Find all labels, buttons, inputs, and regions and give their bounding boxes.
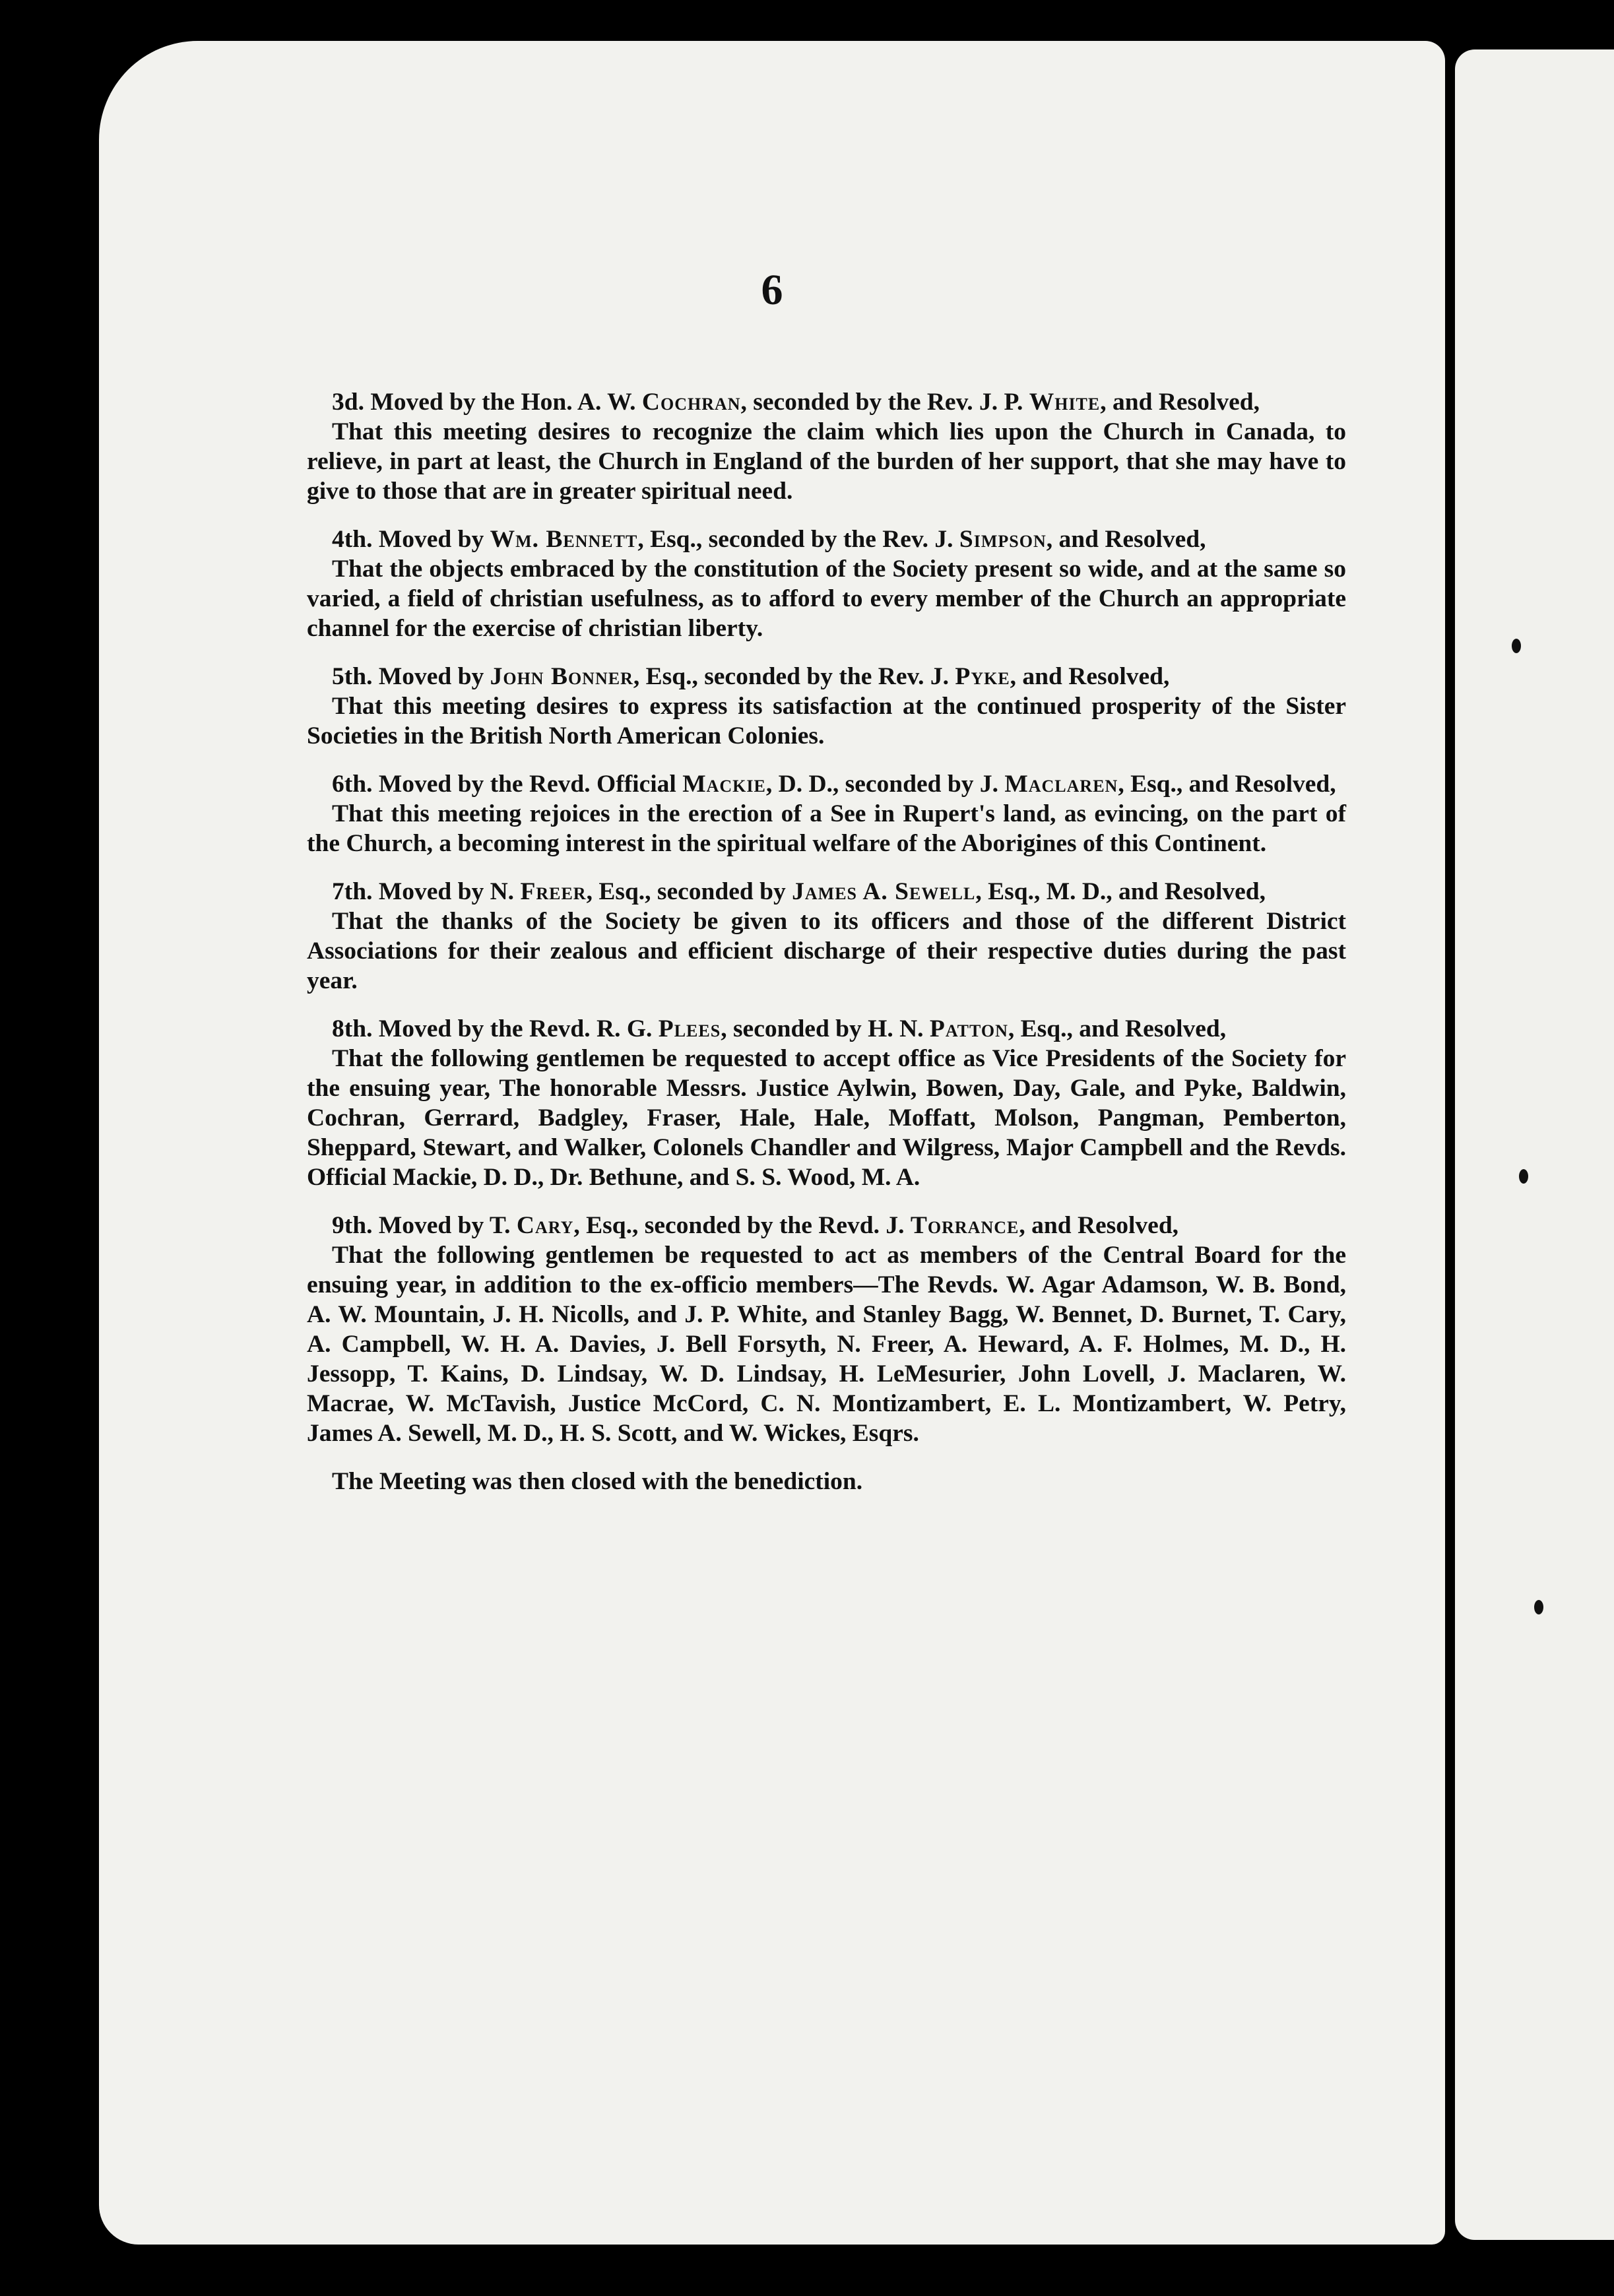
motion-mover-name: Wm. Bennett <box>490 526 638 553</box>
motion-ordinal: 3d. <box>332 389 364 416</box>
resolution <box>307 662 1346 751</box>
motion-seconder-name: White <box>1029 389 1101 416</box>
motion-seconder-name: Torrance <box>910 1212 1019 1239</box>
motion-mover-suffix: , seconded by H. N. <box>721 1015 924 1042</box>
resolution-text: That this meeting desires to recognize the claim which lies upon the Church in Canada, to relieve, in part at least, the Church in England of the burden of her support, that she may have to give to those that are in greater spiritual need. <box>307 418 1346 505</box>
motion-mover-suffix: , D. D., seconded by J. <box>765 771 998 798</box>
resolution <box>307 387 1346 506</box>
motion-ordinal: 7th. <box>332 878 373 905</box>
motion-seconder-name: Simpson <box>959 526 1047 553</box>
resolution-motion-line <box>307 525 1346 554</box>
ink-mark <box>1512 639 1521 653</box>
motion-mover-suffix: , Esq., seconded by the Rev. J. <box>633 663 950 690</box>
resolution-motion-line <box>307 769 1346 799</box>
closing-line: The Meeting was then closed with the benediction. <box>332 1468 863 1495</box>
motion-mover-name: Freer <box>520 878 587 905</box>
document-page <box>99 41 1445 2245</box>
adjacent-page-edge <box>1455 49 1614 2240</box>
motion-seconder-name: Maclaren <box>1004 771 1118 798</box>
motion-seconder-suffix: , Esq., M. D., and Resolved, <box>975 878 1266 905</box>
motion-mover-name: John Bonner <box>490 663 633 690</box>
motion-ordinal: 4th. <box>332 526 373 553</box>
resolution-motion-line <box>307 387 1346 417</box>
resolution-text: That the thanks of the Society be given to its officers and those of the different District Associations for their zealous and efficient discharge of their respective duties during the past year. <box>307 908 1346 994</box>
motion-moved-prefix: Moved by the Revd. R. G. <box>378 1015 653 1042</box>
motion-seconder-name: Pyke <box>955 663 1010 690</box>
motion-ordinal: 5th. <box>332 663 373 690</box>
resolution-list <box>307 387 1346 1448</box>
resolution-text: That the objects embraced by the constitution of the Society present so wide, and at the same so varied, a field of christian usefulness, as to afford to every member of the Church an appropriate channel for the exercise of christian liberty. <box>307 556 1346 642</box>
motion-seconder-suffix: , Esq., and Resolved, <box>1008 1015 1227 1042</box>
motion-seconder-suffix: , and Resolved, <box>1010 663 1170 690</box>
motion-mover-name: Plees <box>658 1015 721 1042</box>
motion-mover-suffix: , Esq., seconded by the Revd. J. <box>573 1212 905 1239</box>
resolution-motion-line <box>307 662 1346 691</box>
motion-seconder-suffix: , Esq., and Resolved, <box>1118 771 1336 798</box>
motion-mover-name: Mackie <box>682 771 766 798</box>
motion-moved-prefix: Moved by T. <box>378 1212 511 1239</box>
motion-ordinal: 8th. <box>332 1015 373 1042</box>
motion-ordinal: 9th. <box>332 1212 373 1239</box>
motion-seconder-suffix: , and Resolved, <box>1100 389 1260 416</box>
resolution-text: That the following gentlemen be requested to accept office as Vice Presidents of the Society for the ensuing year, The honorable Messrs. Justice Aylwin, Bowen, Day, Gale, and Pyke, Baldwin, Cochran, Gerrard, Badgley, Fraser, Hale, Hale, Moffatt, Molson, Pangman, Pemberton, Sheppard, Stewart, and Walker, Colonels Chandler and Wilgress, Major Campbell and the Revds. Official Mackie, D. D., Dr. Bethune, and S. S. Wood, M. A. <box>307 1045 1346 1191</box>
motion-seconder-suffix: , and Resolved, <box>1046 526 1206 553</box>
motion-seconder-suffix: , and Resolved, <box>1019 1212 1179 1239</box>
resolutions-body <box>307 387 1346 1496</box>
ink-mark <box>1534 1600 1543 1614</box>
motion-moved-prefix: Moved by <box>378 663 484 690</box>
resolution-text: That this meeting rejoices in the erection of a See in Rupert's land, as evincing, on the part of the Church, a becoming interest in the spiritual welfare of the Aborigines of this Continent. <box>307 800 1346 857</box>
motion-moved-prefix: Moved by the Hon. A. W. <box>370 389 636 416</box>
motion-moved-prefix: Moved by the Revd. Official <box>378 771 676 798</box>
resolution <box>307 769 1346 858</box>
motion-seconder-name: Patton <box>929 1015 1008 1042</box>
resolution <box>307 1211 1346 1448</box>
motion-mover-suffix: , Esq., seconded by the Rev. J. <box>637 526 953 553</box>
resolution <box>307 525 1346 643</box>
motion-moved-prefix: Moved by <box>378 526 484 553</box>
resolution-text: That this meeting desires to express its satisfaction at the continued prosperity of the Sister Societies in the British North American Colonies. <box>307 693 1346 749</box>
motion-seconder-name: James A. Sewell <box>792 878 976 905</box>
motion-mover-suffix: , seconded by the Rev. J. P. <box>740 389 1023 416</box>
resolution <box>307 1014 1346 1192</box>
ink-mark <box>1519 1169 1528 1184</box>
motion-ordinal: 6th. <box>332 771 373 798</box>
resolution-text: That the following gentlemen be requested to act as members of the Central Board for the ensuing year, in addition to the ex-officio members—The Revds. W. Agar Adamson, W. B. Bond, A. W. Mountain, J. H. Nicolls, and J. P. White, and Stanley Bagg, W. Bennet, D. Burnet, T. Cary, A. Campbell, W. H. A. Davies, J. Bell Forsyth, N. Freer, A. Heward, A. F. Holmes, M. D., H. Jessopp, T. Kains, D. Lindsay, W. D. Lindsay, H. LeMesurier, John Lovell, J. Maclaren, W. Macrae, W. McTavish, Justice McCord, C. N. Montizambert, E. L. Montizambert, W. Petry, James A. Sewell, M. D., H. S. Scott, and W. Wickes, Esqrs. <box>307 1242 1346 1447</box>
resolution <box>307 877 1346 996</box>
resolution-motion-line <box>307 1014 1346 1044</box>
motion-mover-suffix: , Esq., seconded by <box>586 878 786 905</box>
resolution-motion-line <box>307 1211 1346 1240</box>
motion-mover-name: Cary <box>516 1212 574 1239</box>
motion-mover-name: Cochran <box>641 389 741 416</box>
motion-moved-prefix: Moved by N. <box>378 878 515 905</box>
page-number: 6 <box>761 266 783 314</box>
resolution-motion-line <box>307 877 1346 907</box>
